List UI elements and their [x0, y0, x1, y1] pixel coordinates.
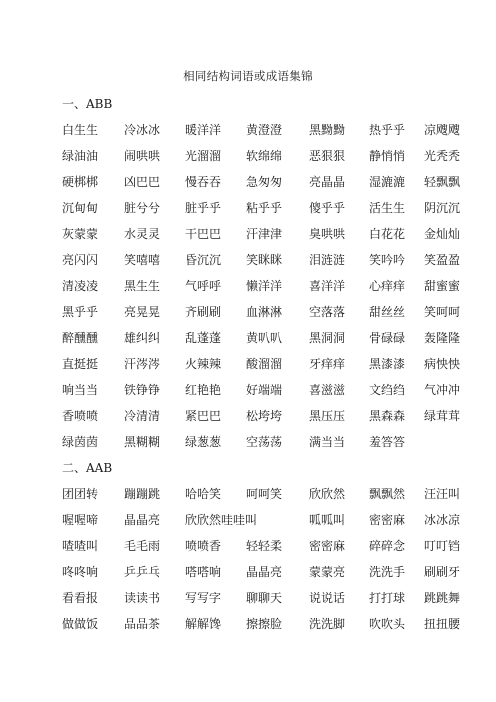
word-item: 汗涔涔: [124, 357, 161, 371]
word-item: 急匆匆: [246, 175, 283, 189]
word-item: 喳喳叫: [62, 539, 99, 553]
word-row: [62, 433, 452, 453]
word-item: 晶晶亮: [246, 565, 283, 579]
word-item: 羞答答: [369, 435, 406, 449]
word-item: 做做饭: [62, 617, 99, 631]
word-item: 松垮垮: [246, 409, 283, 423]
word-row: [62, 511, 461, 531]
word-item: 病怏怏: [424, 357, 461, 371]
word-item: 乱蓬蓬: [185, 331, 222, 345]
word-item: 绿油油: [62, 149, 99, 163]
word-item: 咚咚响: [62, 565, 99, 579]
word-item: 黑压压: [309, 409, 346, 423]
word-item: 火辣辣: [185, 357, 222, 371]
word-item: 叮叮铛: [424, 539, 461, 553]
word-item: 哈哈笑: [185, 487, 222, 501]
word-item: 牙痒痒: [309, 357, 346, 371]
word-row: [62, 173, 461, 193]
word-item: 飘飘然: [369, 487, 406, 501]
word-item: 血淋淋: [246, 305, 283, 319]
word-item: 凉飕飕: [424, 123, 461, 137]
word-item: 嗒嗒响: [185, 565, 222, 579]
word-item: 昏沉沉: [185, 253, 222, 267]
word-item: 解解馋: [185, 617, 222, 631]
word-item: 恶狠狠: [309, 149, 346, 163]
word-item: 绿茸茸: [424, 409, 461, 423]
word-item: 黑生生: [124, 279, 161, 293]
word-item: 骨碌碌: [369, 331, 406, 345]
word-item: 密密麻: [369, 513, 406, 527]
word-item: 沉甸甸: [62, 201, 99, 215]
section-heading: 一、ABB: [62, 97, 113, 111]
word-item: 慢吞吞: [185, 175, 222, 189]
word-item: 冷清清: [124, 409, 161, 423]
word-item: 甜蜜蜜: [424, 279, 461, 293]
word-item: 品品茶: [124, 617, 161, 631]
word-item: 水灵灵: [124, 227, 161, 241]
word-item: 冷冰冰: [124, 123, 161, 137]
word-item: 黑漆漆: [369, 357, 406, 371]
word-item: 凶巴巴: [124, 175, 161, 189]
word-item: 呱呱叫: [309, 513, 346, 527]
word-item: 脏兮兮: [124, 201, 161, 215]
document-title: 相同结构词语或成语集锦: [183, 69, 313, 83]
word-item: 香喷喷: [62, 409, 99, 423]
word-item: 文绉绉: [369, 383, 406, 397]
word-item: 擦擦脸: [246, 617, 283, 631]
word-row: [62, 329, 461, 349]
word-item: 黑森森: [369, 409, 406, 423]
word-item: 聊聊天: [246, 591, 283, 605]
word-row: [62, 485, 461, 505]
word-item: 懒洋洋: [246, 279, 283, 293]
word-item: 绿葱葱: [185, 435, 222, 449]
word-item: 笑呵呵: [424, 305, 461, 319]
word-item: 黑乎乎: [62, 305, 99, 319]
word-item: 亮闪闪: [62, 253, 99, 267]
word-row: [62, 381, 461, 401]
word-item: 臭哄哄: [309, 227, 346, 241]
word-row: [62, 589, 461, 609]
word-item: 清凌凌: [62, 279, 99, 293]
word-item: 气呼呼: [185, 279, 222, 293]
word-item: 轰隆隆: [424, 331, 461, 345]
word-row: [62, 277, 461, 297]
word-item: 喜洋洋: [309, 279, 346, 293]
word-row: [62, 199, 461, 219]
word-row: [62, 355, 461, 375]
word-row: [62, 615, 461, 635]
word-item: 欣欣然: [309, 487, 346, 501]
word-item: 灰蒙蒙: [62, 227, 99, 241]
word-item: 亮晶晶: [309, 175, 346, 189]
word-item: 喷喷香: [185, 539, 222, 553]
word-item: 心痒痒: [369, 279, 406, 293]
word-item: 粘乎乎: [246, 201, 283, 215]
word-item: 酸溜溜: [246, 357, 283, 371]
word-item: 白花花: [369, 227, 406, 241]
word-item: 跳跳舞: [424, 591, 461, 605]
word-item: 读读书: [124, 591, 161, 605]
word-item: 响当当: [62, 383, 99, 397]
word-item: 黑黝黝: [309, 123, 346, 137]
word-item: 看看报: [62, 591, 99, 605]
word-item: 雄纠纠: [124, 331, 161, 345]
word-row: [62, 537, 461, 557]
word-item: 傻乎乎: [309, 201, 346, 215]
word-item: 齐刷刷: [185, 305, 222, 319]
word-item: 静悄悄: [369, 149, 406, 163]
word-item: 脏乎乎: [185, 201, 222, 215]
word-item: 轻轻柔: [246, 539, 283, 553]
word-item: 闹哄哄: [124, 149, 161, 163]
word-item: 软绵绵: [246, 149, 283, 163]
word-item: 笑吟吟: [369, 253, 406, 267]
word-item: 好端端: [246, 383, 283, 397]
word-item: 空荡荡: [246, 435, 283, 449]
word-row: [62, 563, 461, 583]
word-item: 刷刷牙: [424, 565, 461, 579]
word-item: 蹦蹦跳: [124, 487, 161, 501]
word-item: 团团转: [62, 487, 99, 501]
word-row: [62, 407, 461, 427]
word-row: [62, 121, 461, 141]
word-item: 笑眯眯: [246, 253, 283, 267]
word-item: 汪汪叫: [424, 487, 461, 501]
word-item: 黑糊糊: [124, 435, 161, 449]
word-item: 打打球: [369, 591, 406, 605]
word-item: 吹吹头: [369, 617, 406, 631]
section-heading: 二、AAB: [62, 461, 113, 475]
word-item: 冰冰凉: [424, 513, 461, 527]
word-row: [62, 251, 461, 271]
word-item: 硬梆梆: [62, 175, 99, 189]
word-item: 扭扭腰: [424, 617, 461, 631]
word-item: 喜滋滋: [309, 383, 346, 397]
word-item: 湿漉漉: [369, 175, 406, 189]
word-item: 汗津津: [246, 227, 283, 241]
word-item: 暖洋洋: [185, 123, 222, 137]
word-item: 喔喔啼: [62, 513, 99, 527]
word-item: 绿茵茵: [62, 435, 99, 449]
word-item: 甜丝丝: [369, 305, 406, 319]
word-item: 阴沉沉: [424, 201, 461, 215]
word-item: 亮晃晃: [124, 305, 161, 319]
word-item: 活生生: [369, 201, 406, 215]
word-item: 泪涟涟: [309, 253, 346, 267]
word-row: [62, 147, 461, 167]
word-item: 毛毛雨: [124, 539, 161, 553]
word-item: 乒乒乓: [124, 565, 161, 579]
word-item: 密密麻: [309, 539, 346, 553]
word-item: 黑洞洞: [309, 331, 346, 345]
word-item: 光溜溜: [185, 149, 222, 163]
word-row: [62, 225, 461, 245]
word-item: 洗洗脚: [309, 617, 346, 631]
word-item: 光秃秃: [424, 149, 461, 163]
word-item: 碎碎念: [369, 539, 406, 553]
word-item: 蒙蒙亮: [309, 565, 346, 579]
word-row: [62, 303, 461, 323]
word-item: 晶晶亮: [124, 513, 161, 527]
word-item: 热乎乎: [369, 123, 406, 137]
word-item: 欣欣然哇哇叫: [185, 513, 258, 527]
word-item: 直挺挺: [62, 357, 99, 371]
word-item: 气冲冲: [424, 383, 461, 397]
word-item: 笑嘻嘻: [124, 253, 161, 267]
word-item: 黄叭叭: [246, 331, 283, 345]
word-item: 铁铮铮: [124, 383, 161, 397]
word-item: 干巴巴: [185, 227, 222, 241]
word-item: 满当当: [309, 435, 346, 449]
word-item: 空落落: [309, 305, 346, 319]
word-item: 呵呵笑: [246, 487, 283, 501]
word-item: 黄澄澄: [246, 123, 283, 137]
word-item: 醉醺醺: [62, 331, 99, 345]
word-item: 说说话: [309, 591, 346, 605]
word-item: 紧巴巴: [185, 409, 222, 423]
word-item: 洗洗手: [369, 565, 406, 579]
word-item: 白生生: [62, 123, 99, 137]
word-item: 写写字: [185, 591, 222, 605]
word-item: 红艳艳: [185, 383, 222, 397]
word-item: 金灿灿: [424, 227, 461, 241]
word-item: 轻飘飘: [424, 175, 461, 189]
word-item: 笑盈盈: [424, 253, 461, 267]
